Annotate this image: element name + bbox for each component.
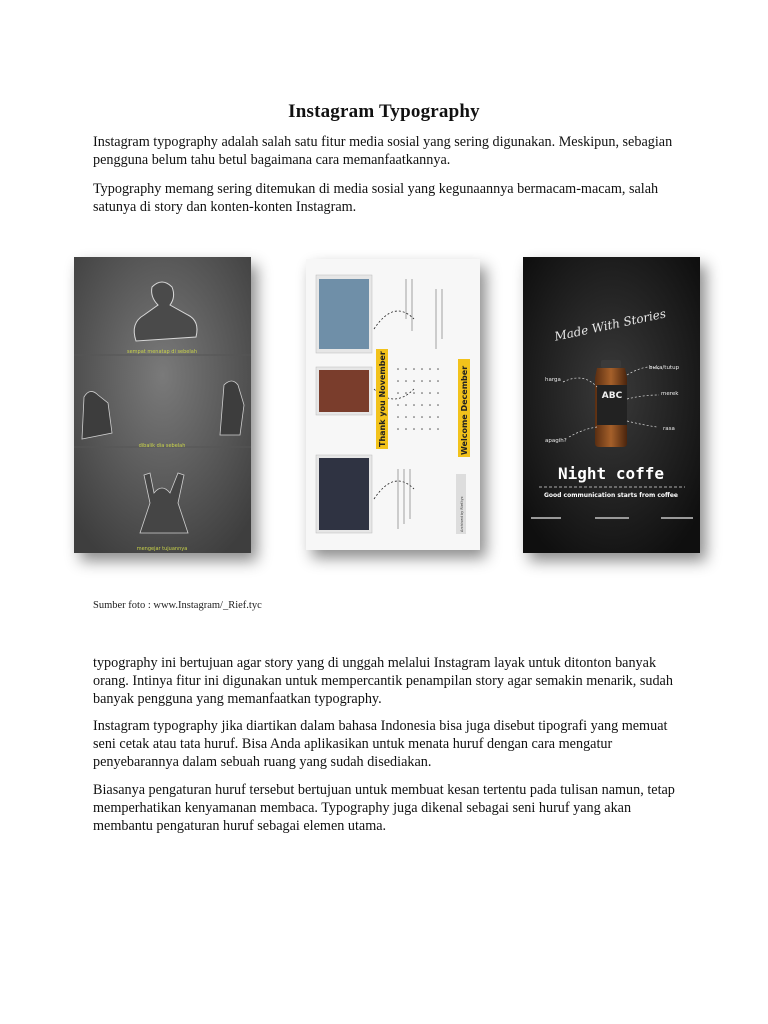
bottle-cap — [601, 360, 621, 368]
banner-november-text: Thank you November — [378, 351, 387, 447]
group-photo-3-fill — [319, 458, 369, 530]
image-silhouette-story — [74, 257, 251, 553]
group-photo-2-fill — [319, 370, 369, 412]
paragraph-intro-1: Instagram typography adalah salah satu fitur media sosial yang sering digunakan. Meskipun, sebagian pengguna belum tahu betul bagaimana cara memanfaatkannya. — [93, 134, 673, 168]
paragraph-body-1: typography ini bertujuan agar story yang di unggah melalui Instagram layak untuk ditonton banyak orang. Intinya fitur ini digunakan untuk mempercantik penampilan story agar semakin menarik, sudah banyak pengguna yang memanfaatkan typography. — [93, 655, 673, 707]
paragraph-body-2: Instagram typography jika diartikan dalam bahasa Indonesia bisa juga disebut tipografi yang memuat seni cetak atau tata huruf. Bisa Anda aplikasikan untuk menata huruf dengan cara mengatur penyebarannya dalam sebuah ruang yang sudah disediakan. — [93, 718, 668, 770]
paragraph-intro-2: Typography memang sering ditemukan di media sosial yang kegunaannya bermacam-macam, salah satunya di story dan konten-konten Instagram. — [93, 181, 659, 215]
script-title: Made With Stories — [553, 306, 668, 344]
label-merek: merek — [661, 391, 679, 397]
image-night-coffee-poster — [523, 257, 700, 553]
label-buka-tutup: buka/tutup — [649, 365, 680, 371]
label-apagih: apagih? — [545, 438, 567, 444]
bottle-brand: ABC — [601, 391, 623, 401]
poster-subline: Good communication starts from coffee — [543, 492, 679, 499]
poster-footer-marks — [531, 517, 693, 519]
archived-tag-text: Archived by Rief.tyc — [460, 496, 464, 532]
photo1-text-1: sempat menatap di sebelah — [126, 349, 198, 355]
label-harga: harga — [545, 377, 561, 383]
photo1-text-2: dibalik dia sebelah — [138, 443, 186, 449]
poster-headline: Night coffe — [558, 464, 664, 483]
banner-december-text: Welcome December — [460, 365, 469, 455]
image-november-december-story — [306, 259, 480, 550]
group-photo-1-fill — [319, 279, 369, 349]
paragraph-body-3: Biasanya pengaturan huruf tersebut bertujuan untuk membuat kesan tertentu pada tulisan namun, tetap memperhatikan kenyamanan membaca. Typography juga dikenal sebagai seni huruf yang akan membantu pengaturan huruf sebagai elemen utama. — [93, 782, 675, 834]
photo1-text-3: mengejar tujuannya — [136, 546, 188, 552]
coffee-poster-artwork — [523, 257, 700, 553]
calendar-artwork — [306, 259, 480, 550]
image-caption: Sumber foto : www.Instagram/_Rief.tyc — [93, 600, 262, 611]
silhouette-artwork — [74, 257, 251, 553]
page-title: Instagram Typography — [288, 101, 480, 122]
label-rasa: rasa — [663, 426, 675, 432]
